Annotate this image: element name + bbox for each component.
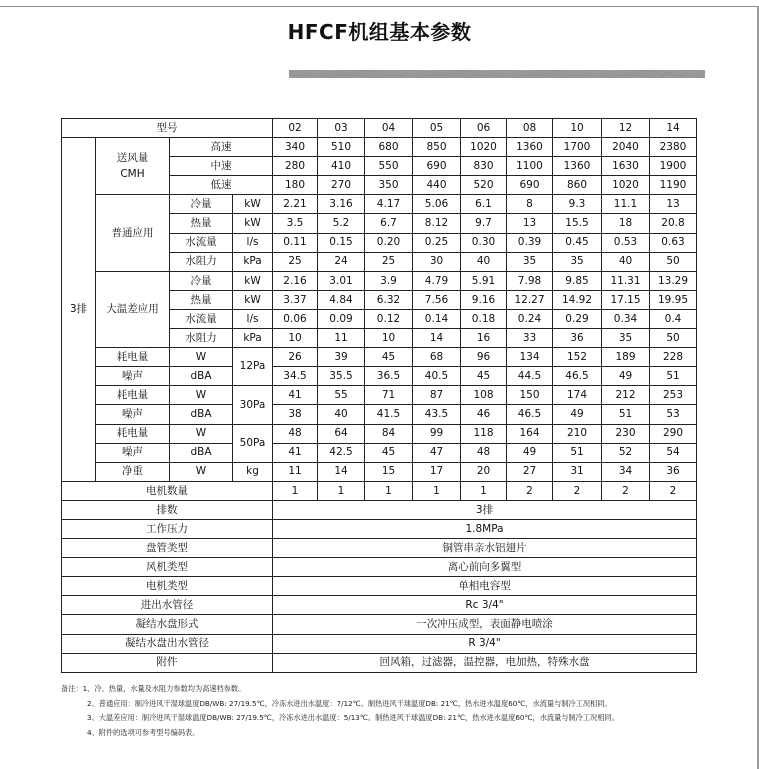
value-cell: 253 <box>650 386 697 405</box>
model-cell: 06 <box>461 119 507 138</box>
param-label: 水流量 <box>170 309 233 328</box>
value-cell: 18 <box>602 214 650 233</box>
value-cell: 49 <box>553 405 602 424</box>
unit-cell: dBA <box>170 405 233 424</box>
value-cell: 2040 <box>602 138 650 157</box>
value-cell: 0.39 <box>507 233 553 252</box>
parameter-table <box>61 118 746 673</box>
value-cell: 46 <box>461 405 507 424</box>
value-cell: 0.45 <box>553 233 602 252</box>
param-label: 冷量 <box>170 271 233 290</box>
value-cell: 14 <box>318 462 365 481</box>
unit-cell: dBA <box>170 367 233 386</box>
table-row <box>62 138 746 157</box>
static-pressure-label: 12Pa <box>233 348 273 386</box>
param-label: 水阻力 <box>170 252 233 271</box>
notes-section <box>61 682 751 740</box>
airflow-label-text: 送风量 <box>116 152 149 165</box>
value-cell: 96 <box>461 348 507 367</box>
header-row <box>62 119 746 138</box>
value-cell: 550 <box>365 157 413 176</box>
table-row <box>62 386 746 405</box>
value-cell: 1 <box>461 481 507 500</box>
value-cell: 84 <box>365 424 413 443</box>
value-cell: 36 <box>650 462 697 481</box>
table-row <box>62 558 746 577</box>
table-row <box>62 424 746 443</box>
large-dt-application-label: 大温差应用 <box>96 271 170 347</box>
value-cell: 20 <box>461 462 507 481</box>
param-label: 热量 <box>170 214 233 233</box>
value-cell: 210 <box>553 424 602 443</box>
spec-value: 回风箱，过滤器，温控器，电加热，特殊水盘 <box>273 653 697 672</box>
value-cell: 19.95 <box>650 290 697 309</box>
value-cell: 34.5 <box>273 367 318 386</box>
value-cell: 0.20 <box>365 233 413 252</box>
value-cell: 3.37 <box>273 290 318 309</box>
value-cell: 0.06 <box>273 309 318 328</box>
value-cell: 53 <box>650 405 697 424</box>
value-cell: 4.84 <box>318 290 365 309</box>
value-cell: 51 <box>553 443 602 462</box>
value-cell: 47 <box>413 443 461 462</box>
value-cell: 3.9 <box>365 271 413 290</box>
table-row <box>62 653 746 672</box>
value-cell: 44.5 <box>507 367 553 386</box>
param-label: 冷量 <box>170 195 233 214</box>
table-row <box>62 443 746 462</box>
spec-label: 凝结水盘出水管径 <box>62 634 273 653</box>
spec-value: R 3/4" <box>273 634 697 653</box>
model-cell: 03 <box>318 119 365 138</box>
spec-label: 工作压力 <box>62 519 273 538</box>
table-row <box>62 615 746 634</box>
value-cell: 510 <box>318 138 365 157</box>
speed-label: 高速 <box>170 138 273 157</box>
spec-value: 3排 <box>273 500 697 519</box>
value-cell: 1630 <box>602 157 650 176</box>
value-cell: 0.4 <box>650 309 697 328</box>
value-cell: 64 <box>318 424 365 443</box>
model-cell: 04 <box>365 119 413 138</box>
value-cell: 134 <box>507 348 553 367</box>
title-decoration-bar <box>289 70 705 78</box>
value-cell: 14.92 <box>553 290 602 309</box>
table-row <box>62 348 746 367</box>
value-cell: 680 <box>365 138 413 157</box>
value-cell: 0.14 <box>413 309 461 328</box>
param-label: 耗电量 <box>96 348 170 367</box>
speed-label: 低速 <box>170 176 273 195</box>
param-label: 噪声 <box>96 367 170 386</box>
spec-label: 凝结水盘形式 <box>62 615 273 634</box>
value-cell: 150 <box>507 386 553 405</box>
value-cell: 0.30 <box>461 233 507 252</box>
value-cell: 5.2 <box>318 214 365 233</box>
value-cell: 35 <box>602 329 650 348</box>
table-row <box>62 462 746 481</box>
spec-label: 电机类型 <box>62 577 273 596</box>
value-cell: 189 <box>602 348 650 367</box>
param-label: 热量 <box>170 290 233 309</box>
value-cell: 15.5 <box>553 214 602 233</box>
value-cell: 35 <box>507 252 553 271</box>
value-cell: 174 <box>553 386 602 405</box>
value-cell: 33 <box>507 329 553 348</box>
unit-cell: W <box>170 462 233 481</box>
value-cell: 7.98 <box>507 271 553 290</box>
value-cell: 46.5 <box>553 367 602 386</box>
value-cell: 1360 <box>553 157 602 176</box>
value-cell: 2 <box>507 481 553 500</box>
note-line: 2、普通应用：制冷进风干湿球温度DB/WB: 27/19.5℃，冷冻水进出水温度：7/12℃。制热进风干球温度DB: 21℃，热水进水温度60℃，水流量与制冷工况相同。 <box>87 698 612 708</box>
value-cell: 39 <box>318 348 365 367</box>
unit-cell: kPa <box>233 252 273 271</box>
value-cell: 50 <box>650 252 697 271</box>
value-cell: 51 <box>650 367 697 386</box>
value-cell: 350 <box>365 176 413 195</box>
value-cell: 9.16 <box>461 290 507 309</box>
value-cell: 40.5 <box>413 367 461 386</box>
value-cell: 2 <box>602 481 650 500</box>
value-cell: 0.29 <box>553 309 602 328</box>
value-cell: 3.16 <box>318 195 365 214</box>
param-label: 耗电量 <box>96 424 170 443</box>
value-cell: 1360 <box>507 138 553 157</box>
value-cell: 520 <box>461 176 507 195</box>
value-cell: 6.32 <box>365 290 413 309</box>
speed-label: 中速 <box>170 157 273 176</box>
model-cell: 12 <box>602 119 650 138</box>
weight-label: 净重 <box>96 462 170 481</box>
value-cell: 35.5 <box>318 367 365 386</box>
value-cell: 10 <box>273 329 318 348</box>
value-cell: 12.27 <box>507 290 553 309</box>
value-cell: 1 <box>273 481 318 500</box>
value-cell: 440 <box>413 176 461 195</box>
value-cell: 290 <box>650 424 697 443</box>
table-row <box>62 500 746 519</box>
value-cell: 13.29 <box>650 271 697 290</box>
value-cell: 52 <box>602 443 650 462</box>
value-cell: 40 <box>602 252 650 271</box>
value-cell: 860 <box>553 176 602 195</box>
param-label: 噪声 <box>96 405 170 424</box>
value-cell: 2.21 <box>273 195 318 214</box>
value-cell: 35 <box>553 252 602 271</box>
value-cell: 0.24 <box>507 309 553 328</box>
value-cell: 48 <box>461 443 507 462</box>
value-cell: 0.09 <box>318 309 365 328</box>
value-cell: 87 <box>413 386 461 405</box>
value-cell: 0.25 <box>413 233 461 252</box>
unit-cell: W <box>170 386 233 405</box>
spec-label: 风机类型 <box>62 558 273 577</box>
table-row <box>62 519 746 538</box>
value-cell: 0.15 <box>318 233 365 252</box>
value-cell: 2380 <box>650 138 697 157</box>
static-pressure-label: 30Pa <box>233 386 273 424</box>
value-cell: 4.17 <box>365 195 413 214</box>
model-label: 型号 <box>62 119 273 138</box>
unit-cell: l/s <box>233 233 273 252</box>
value-cell: 9.3 <box>553 195 602 214</box>
unit-cell: W <box>170 348 233 367</box>
value-cell: 164 <box>507 424 553 443</box>
value-cell: 55 <box>318 386 365 405</box>
value-cell: 1 <box>318 481 365 500</box>
value-cell: 0.34 <box>602 309 650 328</box>
spec-label: 排数 <box>62 500 273 519</box>
value-cell: 16 <box>461 329 507 348</box>
value-cell: 20.8 <box>650 214 697 233</box>
value-cell: 41 <box>273 443 318 462</box>
table-row <box>62 271 746 290</box>
value-cell: 850 <box>413 138 461 157</box>
value-cell: 10 <box>365 329 413 348</box>
value-cell: 31 <box>553 462 602 481</box>
value-cell: 690 <box>413 157 461 176</box>
note-line: 3、大温差应用：制冷进风干湿球温度DB/WB: 27/19.5℃，冷冻水进出水温度：5/13℃。制热进风干球温度DB: 21℃，热水进水温度60℃，水流量与制冷工况相同。 <box>87 713 619 722</box>
value-cell: 48 <box>273 424 318 443</box>
value-cell: 41.5 <box>365 405 413 424</box>
value-cell: 40 <box>461 252 507 271</box>
value-cell: 1900 <box>650 157 697 176</box>
value-cell: 118 <box>461 424 507 443</box>
unit-cell: kW <box>233 214 273 233</box>
value-cell: 1700 <box>553 138 602 157</box>
table-row <box>62 539 746 558</box>
value-cell: 11.31 <box>602 271 650 290</box>
value-cell: 71 <box>365 386 413 405</box>
value-cell: 25 <box>273 252 318 271</box>
static-pressure-label: 50Pa <box>233 424 273 462</box>
param-label: 噪声 <box>96 443 170 462</box>
table-row <box>62 367 746 386</box>
value-cell: 25 <box>365 252 413 271</box>
unit-cell: kg <box>233 462 273 481</box>
value-cell: 11 <box>318 329 365 348</box>
value-cell: 152 <box>553 348 602 367</box>
value-cell: 50 <box>650 329 697 348</box>
unit-cell: kW <box>233 195 273 214</box>
value-cell: 8.12 <box>413 214 461 233</box>
spec-value: Rc 3/4" <box>273 596 697 615</box>
table-row <box>62 481 746 500</box>
model-cell: 10 <box>553 119 602 138</box>
spec-label: 附件 <box>62 653 273 672</box>
value-cell: 11 <box>273 462 318 481</box>
value-cell: 34 <box>602 462 650 481</box>
value-cell: 13 <box>507 214 553 233</box>
value-cell: 230 <box>602 424 650 443</box>
value-cell: 108 <box>461 386 507 405</box>
spec-label: 进出水管径 <box>62 596 273 615</box>
model-cell: 02 <box>273 119 318 138</box>
table-row <box>62 577 746 596</box>
value-cell: 7.56 <box>413 290 461 309</box>
value-cell: 17.15 <box>602 290 650 309</box>
value-cell: 54 <box>650 443 697 462</box>
value-cell: 45 <box>365 348 413 367</box>
table-row <box>62 195 746 214</box>
airflow-unit-text: CMH <box>120 168 145 181</box>
airflow-label <box>96 138 170 195</box>
value-cell: 1020 <box>461 138 507 157</box>
value-cell: 2 <box>650 481 697 500</box>
value-cell: 6.7 <box>365 214 413 233</box>
value-cell: 1 <box>413 481 461 500</box>
value-cell: 1190 <box>650 176 697 195</box>
value-cell: 1100 <box>507 157 553 176</box>
note-line: 备注：1、冷、热量，水量及水阻力参数均为高速档参数。 <box>61 684 246 693</box>
value-cell: 0.11 <box>273 233 318 252</box>
value-cell: 41 <box>273 386 318 405</box>
param-label: 耗电量 <box>96 386 170 405</box>
value-cell: 43.5 <box>413 405 461 424</box>
value-cell: 51 <box>602 405 650 424</box>
model-cell: 05 <box>413 119 461 138</box>
value-cell: 180 <box>273 176 318 195</box>
spec-value: 单相电容型 <box>273 577 697 596</box>
top-border-line <box>0 6 759 7</box>
spec-label: 盘管类型 <box>62 539 273 558</box>
value-cell: 2 <box>553 481 602 500</box>
table-row <box>62 634 746 653</box>
note-line: 4、附件的选项可参考型号编码表。 <box>87 727 200 737</box>
value-cell: 27 <box>507 462 553 481</box>
unit-cell: l/s <box>233 309 273 328</box>
value-cell: 42.5 <box>318 443 365 462</box>
value-cell: 280 <box>273 157 318 176</box>
value-cell: 9.85 <box>553 271 602 290</box>
unit-cell: kW <box>233 271 273 290</box>
value-cell: 13 <box>650 195 697 214</box>
standard-application-label: 普通应用 <box>96 195 170 271</box>
value-cell: 3.01 <box>318 271 365 290</box>
value-cell: 15 <box>365 462 413 481</box>
value-cell: 830 <box>461 157 507 176</box>
value-cell: 0.18 <box>461 309 507 328</box>
page-title: HFCF机组基本参数 <box>287 20 472 44</box>
value-cell: 4.79 <box>413 271 461 290</box>
value-cell: 8 <box>507 195 553 214</box>
table-row <box>62 405 746 424</box>
unit-cell: W <box>170 424 233 443</box>
value-cell: 24 <box>318 252 365 271</box>
value-cell: 45 <box>461 367 507 386</box>
unit-cell: kW <box>233 290 273 309</box>
value-cell: 36.5 <box>365 367 413 386</box>
unit-cell: dBA <box>170 443 233 462</box>
model-cell: 08 <box>507 119 553 138</box>
value-cell: 38 <box>273 405 318 424</box>
value-cell: 36 <box>553 329 602 348</box>
param-label: 水流量 <box>170 233 233 252</box>
table-row <box>62 596 746 615</box>
value-cell: 5.06 <box>413 195 461 214</box>
value-cell: 49 <box>507 443 553 462</box>
value-cell: 3.5 <box>273 214 318 233</box>
value-cell: 0.53 <box>602 233 650 252</box>
value-cell: 2.16 <box>273 271 318 290</box>
value-cell: 0.12 <box>365 309 413 328</box>
value-cell: 11.1 <box>602 195 650 214</box>
value-cell: 14 <box>413 329 461 348</box>
value-cell: 410 <box>318 157 365 176</box>
value-cell: 68 <box>413 348 461 367</box>
value-cell: 0.63 <box>650 233 697 252</box>
value-cell: 690 <box>507 176 553 195</box>
value-cell: 26 <box>273 348 318 367</box>
value-cell: 1020 <box>602 176 650 195</box>
spec-value: 一次冲压成型，表面静电喷涂 <box>273 615 697 634</box>
value-cell: 6.1 <box>461 195 507 214</box>
value-cell: 340 <box>273 138 318 157</box>
param-label: 水阻力 <box>170 329 233 348</box>
spec-value: 1.8MPa <box>273 519 697 538</box>
spec-value: 离心前向多翼型 <box>273 558 697 577</box>
value-cell: 212 <box>602 386 650 405</box>
value-cell: 30 <box>413 252 461 271</box>
rows-label: 3排 <box>62 138 96 482</box>
value-cell: 228 <box>650 348 697 367</box>
unit-cell: kPa <box>233 329 273 348</box>
motor-count-label: 电机数量 <box>62 481 273 500</box>
value-cell: 9.7 <box>461 214 507 233</box>
value-cell: 46.5 <box>507 405 553 424</box>
value-cell: 99 <box>413 424 461 443</box>
value-cell: 49 <box>602 367 650 386</box>
value-cell: 1 <box>365 481 413 500</box>
model-cell: 14 <box>650 119 697 138</box>
value-cell: 5.91 <box>461 271 507 290</box>
value-cell: 40 <box>318 405 365 424</box>
value-cell: 270 <box>318 176 365 195</box>
value-cell: 45 <box>365 443 413 462</box>
value-cell: 17 <box>413 462 461 481</box>
spec-value: 铜管串亲水铝翅片 <box>273 539 697 558</box>
